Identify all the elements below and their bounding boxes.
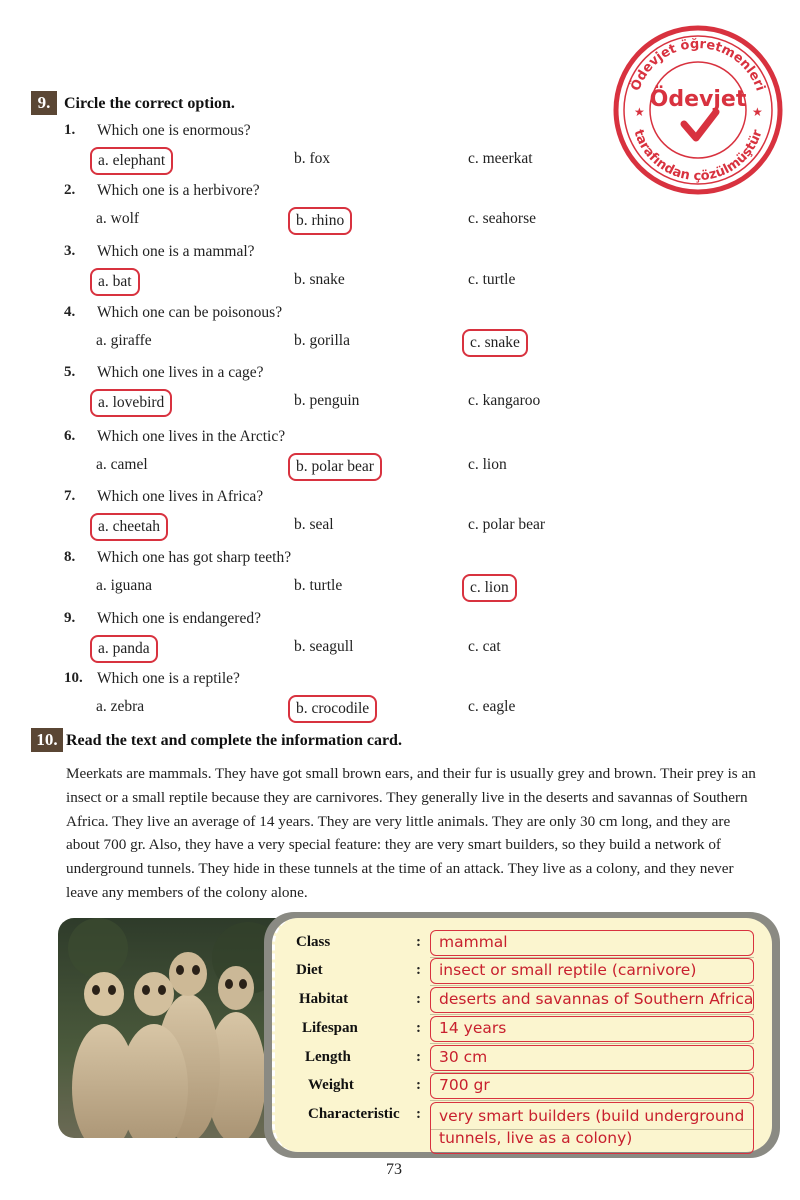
question-item <box>64 488 584 544</box>
info-card-writing-line <box>430 1100 754 1101</box>
question-number: 8. <box>64 549 76 565</box>
question-number: 3. <box>64 243 76 259</box>
meerkat-paragraph: Meerkats are mammals. They have got small brown ears, and their fur is usually grey and brown. Their prey is an insect or a small reptile because they are carnivores. They generally live in the deserts and savannas of Southern Africa. They live an average of 14 years. They are very little animals. They are only 30 cm long, and they are about 700 gr. Also, they have a very special feature: they are very smart builders, so they build a network of underground tunnels. They hide in these tunnels at the time of an attack. They live as a colony, and they never leave any members of the colony alone. <box>66 765 756 901</box>
svg-text:tarafından çözülmüştür: tarafından çözülmüştür <box>630 127 766 185</box>
question-number: 9. <box>64 610 76 626</box>
info-card-label: Habitat <box>299 991 349 1007</box>
answer-option[interactable]: c. meerkat <box>468 150 533 167</box>
answer-option[interactable]: a. wolf <box>96 210 140 227</box>
answer-option[interactable]: b. penguin <box>294 392 360 409</box>
question-item <box>64 670 584 726</box>
question-text: Which one is endangered? <box>97 610 261 627</box>
exercise-10-title: Read the text and complete the information card. <box>66 732 402 749</box>
answer-option[interactable]: a. iguana <box>96 577 152 594</box>
info-card-label: Length <box>305 1049 351 1065</box>
answer-option[interactable]: c. turtle <box>468 271 516 288</box>
info-card-label: Lifespan <box>302 1020 358 1036</box>
info-card-colon: : <box>416 1049 421 1065</box>
meerkats-photo <box>58 918 288 1138</box>
info-card-label: Class <box>296 934 331 950</box>
info-card-row <box>296 987 766 1015</box>
question-text: Which one has got sharp teeth? <box>97 549 292 566</box>
info-card-answer[interactable]: deserts and savannas of Southern Africa <box>430 987 754 1013</box>
answer-option-circled[interactable]: a. bat <box>90 268 140 296</box>
answer-option[interactable]: c. cat <box>468 638 501 655</box>
question-text: Which one lives in the Arctic? <box>97 428 286 445</box>
question-item <box>64 243 584 299</box>
answer-option[interactable]: a. camel <box>96 456 148 473</box>
info-card-label: Weight <box>308 1077 354 1093</box>
page-number: 73 <box>386 1161 402 1178</box>
question-text: Which one is a herbivore? <box>97 182 260 199</box>
question-item <box>64 610 584 666</box>
odevjet-stamp <box>612 24 784 196</box>
answer-option-circled[interactable]: a. elephant <box>90 147 173 175</box>
question-item <box>64 364 584 420</box>
answer-option-circled[interactable]: c. snake <box>462 329 528 357</box>
answer-option[interactable]: b. gorilla <box>294 332 350 349</box>
info-card-colon: : <box>416 991 421 1007</box>
svg-text:★: ★ <box>634 105 645 119</box>
answer-option-circled[interactable]: b. crocodile <box>288 695 377 723</box>
question-number: 1. <box>64 122 76 138</box>
question-item <box>64 304 584 360</box>
info-card-colon: : <box>416 962 421 978</box>
info-card-row <box>296 930 766 958</box>
info-card-colon: : <box>416 934 421 950</box>
svg-text:Ödevjet: Ödevjet <box>649 87 747 112</box>
info-card-answer[interactable]: 30 cm <box>430 1045 754 1071</box>
answer-option[interactable]: b. fox <box>294 150 331 167</box>
exercise-10-number: 10. <box>31 728 63 752</box>
answer-option[interactable]: c. seahorse <box>468 210 536 227</box>
answer-option-circled[interactable]: b. rhino <box>288 207 352 235</box>
info-card-answer[interactable]: 700 gr <box>430 1073 754 1099</box>
answer-option-circled[interactable]: a. lovebird <box>90 389 172 417</box>
answer-option[interactable]: b. snake <box>294 271 345 288</box>
info-card-answer[interactable]: insect or small reptile (carnivore) <box>430 958 754 984</box>
info-card-colon: : <box>416 1106 421 1122</box>
answer-option[interactable]: a. giraffe <box>96 332 152 349</box>
info-card-row <box>296 1045 766 1073</box>
question-number: 7. <box>64 488 76 504</box>
answer-option[interactable]: c. lion <box>468 456 507 473</box>
info-card-colon: : <box>416 1077 421 1093</box>
question-item <box>64 122 584 178</box>
question-number: 4. <box>64 304 76 320</box>
answer-option[interactable]: c. eagle <box>468 698 516 715</box>
question-text: Which one can be poisonous? <box>97 304 283 321</box>
question-number: 2. <box>64 182 76 198</box>
question-number: 6. <box>64 428 76 444</box>
answer-option[interactable]: a. zebra <box>96 698 145 715</box>
question-number: 10. <box>64 670 83 686</box>
question-text: Which one lives in a cage? <box>97 364 264 381</box>
question-item <box>64 549 584 605</box>
info-card-answer[interactable]: very smart builders (build underground tunnels, live as a colony) <box>430 1102 754 1154</box>
exercise-9-title: Circle the correct option. <box>64 95 235 112</box>
answer-option[interactable]: b. seal <box>294 516 334 533</box>
info-card-writing-line <box>430 985 754 986</box>
question-text: Which one is enormous? <box>97 122 251 139</box>
svg-text:Ödevjet öğretmenleri: Ödevjet öğretmenleri <box>628 36 768 94</box>
info-card-row <box>296 1073 766 1101</box>
answer-option-circled[interactable]: a. cheetah <box>90 513 168 541</box>
info-card-row <box>296 1102 766 1154</box>
info-card-label: Diet <box>296 962 323 978</box>
question-text: Which one is a mammal? <box>97 243 255 260</box>
info-card-colon: : <box>416 1020 421 1036</box>
answer-option[interactable]: c. kangaroo <box>468 392 541 409</box>
answer-option-circled[interactable]: a. panda <box>90 635 158 663</box>
info-card-row <box>296 958 766 986</box>
info-card-answer[interactable]: mammal <box>430 930 754 956</box>
info-card-row <box>296 1016 766 1044</box>
info-card-label: Characteristic <box>308 1106 400 1122</box>
question-text: Which one is a reptile? <box>97 670 240 687</box>
info-card-answer[interactable]: 14 years <box>430 1016 754 1042</box>
question-item <box>64 182 584 238</box>
answer-option-circled[interactable]: b. polar bear <box>288 453 382 481</box>
info-card-writing-line <box>430 1043 754 1044</box>
exercise-9-number: 9. <box>31 91 57 115</box>
info-card-writing-line <box>430 1014 754 1015</box>
answer-option[interactable]: b. seagull <box>294 638 354 655</box>
question-item <box>64 428 584 484</box>
question-text: Which one lives in Africa? <box>97 488 264 505</box>
question-number: 5. <box>64 364 76 380</box>
answer-option-circled[interactable]: c. lion <box>462 574 517 602</box>
svg-text:★: ★ <box>752 105 763 119</box>
answer-option[interactable]: b. turtle <box>294 577 343 594</box>
answer-option[interactable]: c. polar bear <box>468 516 546 533</box>
